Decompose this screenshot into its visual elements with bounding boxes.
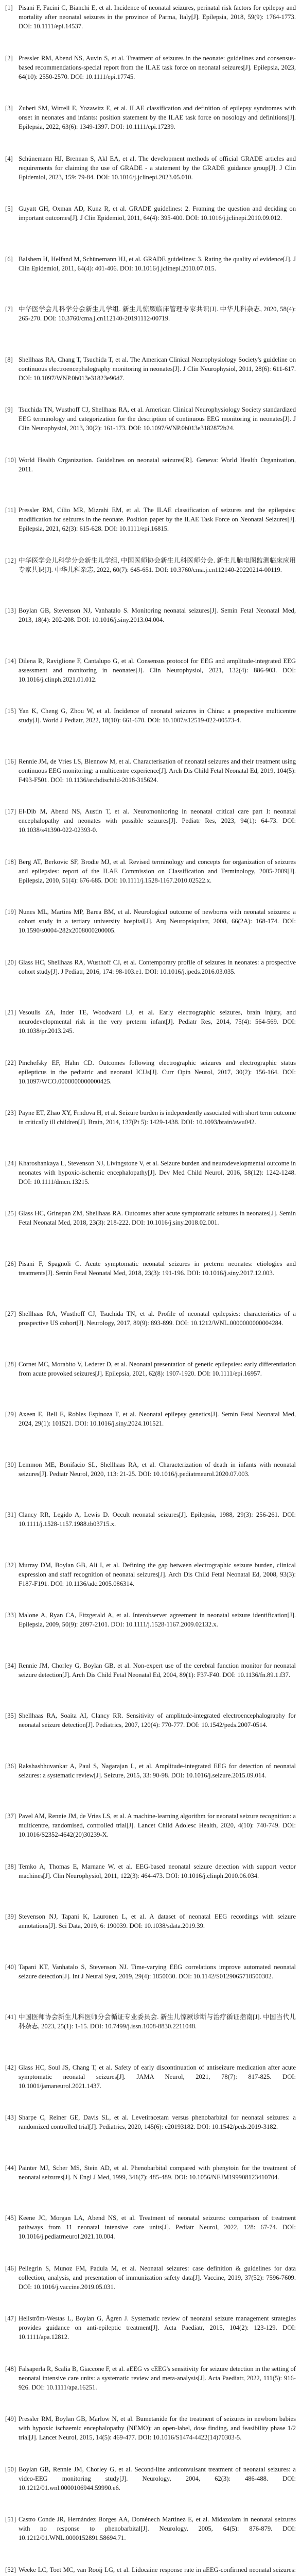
reference-number: [9]	[5, 406, 13, 413]
reference-text: Pressler RM, Boylan GB, Marlow N, et al. Bumetanide for the treatment of seizures in newborn babies with hypoxic ischaemic encephalopathy (NEMO): an open-label, dose finding, and feasibility phase 1/2 trial[J]. Lancet Neurol, 2015, 14(5): 469-477. DOI: 10.1016/S1474-4422(14)70303-5.	[19, 2415, 296, 2441]
reference-item	[5, 1460, 296, 1511]
reference-number: [51]	[5, 2516, 16, 2523]
reference-text: Temko A, Thomas E, Marnane W, et al. EEG-based neonatal seizure detection with support vector machines[J]. Clin Neurophysiol, 2011, 122(3): 464-473. DOI: 10.1016/j.clinph.2010.06.034.	[19, 1862, 296, 1879]
reference-item	[5, 2414, 296, 2465]
reference-text: Shellhaas RA, Wusthoff CJ, Tsuchida TN, et al. Profile of neonatal epilepsies: characteristics of a prospective US cohort[J]. Neurology, 2017, 89(9): 893-899. DOI: 10.1212/WNL.0000000000004284.	[19, 1310, 296, 1327]
reference-text: Zuberi SM, Wirrell E, Yozawitz E, et al. ILAE classification and definition of epilepsy syndromes with onset in neonates and infants: position statement by the ILAE task force on nosology and definitions[J]. Epilepsia, 2022, 63(6): 1349-1397. DOI: 10.1111/epi.17239.	[19, 105, 296, 130]
reference-number: [33]	[5, 1612, 16, 1619]
reference-item	[5, 3, 296, 54]
reference-item	[5, 1510, 296, 1561]
reference-item	[5, 1811, 296, 1862]
reference-item	[5, 505, 296, 556]
reference-text: Boylan GB, Stevenson NJ, Vanhatalo S. Monitoring neonatal seizures[J]. Semin Fetal Neonatal Med, 2013, 18(4): 202-208. DOI: 10.1016/j.siny.2013.04.004.	[19, 607, 296, 623]
reference-number: [38]	[5, 1862, 16, 1870]
reference-text: Rakshasbhuvankar A, Paul S, Nagarajan L, et al. Amplitude-integrated EEG for detection of neonatal seizures: a systematic review[J]. Seizure, 2015, 33: 90-98. DOI: 10.1016/j.seizure.2015.09.014.	[19, 1762, 296, 1779]
reference-item	[5, 857, 296, 908]
reference-item	[5, 2163, 296, 2214]
reference-text: Falsaperla R, Scalia B, Giaccone F, et al. aEEG vs cEEG's sensitivity for seizure detection in the setting of neonatal intensive care units: a systematic review and meta-analysis[J]. Acta Paediatr, 2022, 111(5): 916-926. DOI: 10.1111/apa.16251.	[19, 2365, 296, 2391]
reference-number: [48]	[5, 2365, 16, 2372]
reference-number: [14]	[5, 657, 16, 665]
reference-item	[5, 2063, 296, 2113]
reference-item	[5, 154, 296, 205]
reference-item	[5, 907, 296, 958]
reference-number: [28]	[5, 1360, 16, 1368]
reference-number: [27]	[5, 1310, 16, 1317]
reference-number: [22]	[5, 1059, 16, 1066]
reference-text: Pisani F, Facini C, Bianchi E, et al. Incidence of neonatal seizures, perinatal risk factors for epilepsy and mortality after neonatal seizures in the province of Parma, Italy[J]. Epilepsia, 2018, 59(9): 1764-1773. DOI: 10.1111/epi.14537.	[19, 4, 296, 30]
reference-text: Painter MJ, Scher MS, Stein AD, et al. Phenobarbital compared with phenytoin for the treatment of neonatal seizures[J]. N Engl J Med, 1999, 341(7): 485-489. DOI: 10.1056/NEJM199908123410704.	[19, 2164, 296, 2181]
reference-item	[5, 1912, 296, 1962]
reference-text: Keene JC, Morgan LA, Abend NS, et al. Treatment of neonatal seizures: comparison of treatment pathways from 11 neonatal intensive care units[J]. Pediatr Neurol, 2022, 128: 67-74. DOI: 10.1016/j.pediatrneurol.2021.10.004.	[19, 2214, 296, 2240]
reference-text: Glass HC, Grinspan ZM, Shellhaas RA. Outcomes after acute symptomatic seizures in neonates[J]. Semin Fetal Neonatal Med, 2018, 23(3): 218-222. DOI: 10.1016/j.siny.2018.02.001.	[19, 1210, 296, 1226]
reference-text: 中华医学会儿科学分会新生儿学组. 新生儿惊厥临床管理专家共识[J]. 中华儿科杂志, 2020, 58(4): 265-270. DOI: 10.3760/cma.j.cn112140-20191112-00719.	[19, 306, 296, 322]
reference-item	[5, 656, 296, 707]
reference-number: [4]	[5, 155, 13, 162]
reference-number: [18]	[5, 858, 16, 866]
reference-text: Clancy RR, Legido A, Lewis D. Occult neonatal seizures[J]. Epilepsia, 1988, 29(3): 256-261. DOI: 10.1111/j.1528-1157.1988.tb03715.x.	[19, 1511, 296, 1528]
reference-text: Cornet MC, Morabito V, Lederer D, et al. Neonatal presentation of genetic epilepsies: early differentiation from acute provoked seizures[J]. Epilepsia, 2021, 62(8): 1907-1920. DOI: 10.1111/epi.16957.	[19, 1360, 296, 1377]
reference-text: El-Dib M, Abend NS, Austin T, et al. Neuromonitoring in neonatal critical care part I: neonatal encephalopathy and neonates with possible seizures[J]. Pediatr Res, 2023, 94(1): 64-73. DOI: 10.1038/s41390-022-02393-0.	[19, 808, 296, 834]
reference-text: Murray DM, Boylan GB, Ali I, et al. Defining the gap between electrographic seizure burden, clinical expression and staff recognition of neonatal seizures[J]. Arch Dis Child Fetal Neonatal Ed, 2008, 93(3): F187-F191. DOI: 10.1136/adc.2005.086314.	[19, 1561, 296, 1587]
reference-list	[5, 3, 296, 2576]
reference-text: Axeen E, Bell E, Robles Espinoza T, et al. Neonatal epilepsy genetics[J]. Semin Fetal Neonatal Med, 2024, 29(1): 101521. DOI: 10.1016/j.siny.2024.101521.	[19, 1411, 296, 1427]
reference-number: [32]	[5, 1561, 16, 1569]
reference-item	[5, 1962, 296, 2013]
reference-text: Glass HC, Shellhaas RA, Wusthoff CJ, et al. Contemporary profile of seizures in neonates: a prospective cohort study[J]. J Pediatr, 2016, 174: 98-103.e1. DOI: 10.1016/j.jpeds.2016.03.035.	[19, 958, 296, 975]
reference-number: [21]	[5, 1009, 16, 1016]
reference-text: Guyatt GH, Oxman AD, Kunz R, et al. GRADE guidelines: 2. Framing the question and deciding on important outcomes[J]. J Clin Epidemiol, 2011, 64(4): 395-400. DOI: 10.1016/j.jclinepi.2010.09.012.	[19, 205, 296, 222]
reference-text: Hellström-Westas L, Boylan G, Ågren J. Systematic review of neonatal seizure management strategies provides guidance on anti-epileptic treatment[J]. Acta Paediatr, 2015, 104(2): 123-129. DOI: 10.1111/apa.12812.	[19, 2315, 296, 2341]
reference-text: 中国医师协会新生儿科医师分会循证专业委员会. 新生儿惊厥诊断与治疗循证指南[J]. 中国当代儿科杂志, 2023, 25(1): 1-15. DOI: 10.7499/j.issn.1008-8830.2211048.	[19, 2013, 296, 2030]
reference-number: [2]	[5, 54, 13, 62]
reference-item	[5, 1561, 296, 1611]
reference-text: Yan K, Cheng G, Zhou W, et al. Incidence of neonatal seizures in China: a prospective multicentre study[J]. World J Pediatr, 2022, 18(10): 661-670. DOI: 10.1007/s12519-022-00573-4.	[19, 707, 296, 724]
reference-text: Pinchefsky EF, Hahn CD. Outcomes following electrographic seizures and electrographic status epilepticus in the pediatric and neonatal ICUs[J]. Curr Opin Neurol, 2017, 30(2): 156-164. DOI: 10.1097/WCO.0000000000000425.	[19, 1059, 296, 1085]
reference-text: Pavel AM, Rennie JM, de Vries LS, et al. A machine-learning algorithm for neonatal seizure recognition: a multicentre, randomised, controlled trial[J]. Lancet Child Adolesc Health, 2020, 4(10): 740-749. DOI: 10.1016/S2352-4642(20)30239-X.	[19, 1812, 296, 1838]
reference-item	[5, 255, 296, 305]
reference-item	[5, 1108, 296, 1159]
reference-item	[5, 556, 296, 606]
reference-number: [19]	[5, 908, 16, 916]
reference-item	[5, 1058, 296, 1109]
reference-item	[5, 54, 296, 104]
reference-text: Sharpe C, Reiner GE, Davis SL, et al. Levetiracetam versus phenobarbital for neonatal seizures: a randomized controlled trial[J]. Pediatrics, 2020, 145(6): e20193182. DOI: 10.1542/peds.2019-3182.	[19, 2114, 296, 2130]
reference-item	[5, 2314, 296, 2364]
reference-number: [30]	[5, 1461, 16, 1468]
reference-number: [39]	[5, 1913, 16, 1920]
reference-number: [26]	[5, 1260, 16, 1267]
reference-item	[5, 304, 296, 355]
reference-number: [1]	[5, 4, 13, 11]
reference-number: [5]	[5, 205, 13, 212]
reference-item	[5, 807, 296, 857]
reference-number: [40]	[5, 1963, 16, 1971]
reference-text: Nunes ML, Martins MP, Barea BM, et al. Neurological outcome of newborns with neonatal seizures: a cohort study in a tertiary university hospital[J]. Arq Neuropsiquiatr, 2008, 66(2A): 168-174. DOI: 10.1590/s0004-282x2008000200005.	[19, 908, 296, 934]
reference-item	[5, 2213, 296, 2264]
reference-number: [35]	[5, 1712, 16, 1719]
reference-number: [29]	[5, 1411, 16, 1418]
reference-text: Rennie JM, de Vries LS, Blennow M, et al. Characterisation of neonatal seizures and their treatment using continuous EEG monitoring: a multicentre experience[J]. Arch Dis Child Fetal Neonatal Ed, 2019, 104(5): F493-F501. DOI: 10.1136/archdischild-2018-315624.	[19, 757, 296, 784]
reference-text: 中华医学会儿科学分会新生儿学组, 中国医师协会新生儿科医师分会. 新生儿脑电图监测临床应用专家共识[J]. 中华儿科杂志, 2022, 60(7): 645-651. DOI: 10.3760/cma.j.cn112140-20220214-00119.	[19, 556, 296, 573]
reference-item	[5, 1159, 296, 1209]
reference-item	[5, 757, 296, 807]
reference-item	[5, 1661, 296, 1711]
reference-number: [8]	[5, 355, 13, 363]
reference-number: [49]	[5, 2415, 16, 2422]
reference-number: [37]	[5, 1812, 16, 1820]
reference-text: Pressler RM, Abend NS, Auvin S, et al. Treatment of seizures in the neonate: guidelines and consensus-based recommendations-special report from the ILAE task force on neonatal seizures[J]. Epilepsia, 2023, 64(10): 2550-2570. DOI: 10.1111/epi.17745.	[19, 54, 296, 80]
reference-item	[5, 1761, 296, 1812]
reference-text: Pressler RM, Cilio MR, Mizrahi EM, et al. The ILAE classification of seizures and the epilepsies: modification for seizures in the neonate. Position paper by the ILAE Task Force on Neonatal Seizures[J]. Epilepsia, 2021, 62(3): 615-628. DOI: 10.1111/epi.16815.	[19, 506, 296, 532]
reference-item	[5, 1611, 296, 1661]
reference-number: [36]	[5, 1762, 16, 1770]
reference-item	[5, 958, 296, 1008]
reference-text: Boylan GB, Rennie JM, Chorley G, et al. Second-line anticonvulsant treatment of neonatal seizures: a video-EEG monitoring study[J]. Neurology, 2004, 62(3): 486-488. DOI: 10.1212/01.wnl.0000106944.59990.e6.	[19, 2465, 296, 2492]
reference-number: [52]	[5, 2566, 16, 2573]
reference-number: [13]	[5, 607, 16, 614]
reference-number: [10]	[5, 456, 16, 464]
reference-text: Vesoulis ZA, Inder TE, Woodward LJ, et al. Early electrographic seizures, brain injury, and neurodevelopmental risk in the very preterm infant[J]. Pediatr Res, 2014, 75(4): 564-569. DOI: 10.1038/pr.2013.245.	[19, 1009, 296, 1035]
reference-number: [6]	[5, 255, 13, 263]
reference-text: Kharoshankaya L, Stevenson NJ, Livingstone V, et al. Seizure burden and neurodevelopmental outcome in neonates with hypoxic-ischemic encephalopathy[J]. Dev Med Child Neurol, 2016, 58(12): 1242-1248. DOI: 10.1111/dmcn.13215.	[19, 1159, 296, 1185]
reference-text: Weeke LC, Toet MC, van Rooij LG, et al. Lidocaine response rate in aEEG-confirmed neonatal seizures:	[19, 2566, 296, 2573]
reference-number: [16]	[5, 757, 16, 765]
reference-text: Glass HC, Soul JS, Chang T, et al. Safety of early discontinuation of antiseizure medication after acute symptomatic neonatal seizures[J]. JAMA Neurol, 2021, 78(7): 817-825. DOI: 10.1001/jamaneurol.2021.1437.	[19, 2063, 296, 2090]
reference-text: Balshem H, Helfand M, Schünemann HJ, et al. GRADE guidelines: 3. Rating the quality of evidence[J]. J Clin Epidemiol, 2011, 64(4): 401-406. DOI: 10.1016/j.jclinepi.2010.07.015.	[19, 255, 296, 272]
reference-number: [3]	[5, 105, 13, 112]
reference-text: Payne ET, Zhao XY, Frndova H, et al. Seizure burden is independently associated with short term outcome in critically ill children[J]. Brain, 2014, 137(Pt 5): 1429-1438. DOI: 10.1093/brain/awu042.	[19, 1109, 296, 1126]
reference-number: [17]	[5, 808, 16, 815]
reference-text: Malone A, Ryan CA, Fitzgerald A, et al. Interobserver agreement in neonatal seizure identification[J]. Epilepsia, 2009, 50(9): 2097-2101. DOI: 10.1111/j.1528-1167.2009.02132.x.	[19, 1612, 296, 1628]
reference-text: Castro Conde JR, Hernández Borges AA, Doménech Martínez E, et al. Midazolam in neonatal seizures with no response to phenobarbital[J]. Neurology, 2005, 64(5): 876-879. DOI: 10.1212/01.WNL.0000152891.58694.71.	[19, 2516, 296, 2541]
reference-text: Stevenson NJ, Tapani K, Lauronen L, et al. A dataset of neonatal EEG recordings with seizure annotations[J]. Sci Data, 2019, 6: 190039. DOI: 10.1038/sdata.2019.39.	[19, 1913, 296, 1929]
reference-item	[5, 1309, 296, 1360]
reference-item	[5, 104, 296, 154]
reference-text: Berg AT, Berkovic SF, Brodie MJ, et al. Revised terminology and concepts for organization of seizures and epilepsies: report of the ILAE Commission on Classification and Terminology, 2005-2009[J]. Epilepsia, 2010, 51(4): 676-685. DOI: 10.1111/j.1528-1167.2010.02522.x.	[19, 858, 296, 884]
reference-item	[5, 405, 296, 455]
reference-item	[5, 1259, 296, 1310]
reference-item	[5, 1862, 296, 1912]
reference-number: [50]	[5, 2465, 16, 2473]
reference-number: [31]	[5, 1511, 16, 1518]
reference-number: [45]	[5, 2214, 16, 2222]
reference-number: [15]	[5, 707, 16, 715]
reference-text: Shellhaas RA, Soaita AI, Clancy RR. Sensitivity of amplitude-integrated electroencephalography for neonatal seizure detection[J]. Pediatrics, 2007, 120(4): 770-777. DOI: 10.1542/peds.2007-0514.	[19, 1712, 296, 1728]
reference-number: [20]	[5, 958, 16, 966]
reference-item	[5, 2515, 296, 2565]
reference-item	[5, 1209, 296, 1259]
reference-number: [25]	[5, 1210, 16, 1217]
reference-number: [34]	[5, 1662, 16, 1669]
reference-number: [41]	[5, 2013, 16, 2021]
reference-text: Pisani F, Spagnoli C. Acute symptomatic neonatal seizures in preterm neonates: etiologies and treatments[J]. Semin Fetal Neonatal Med, 2018, 23(3): 191-196. DOI: 10.1016/j.siny.2017.12.003.	[19, 1260, 296, 1277]
reference-item	[5, 355, 296, 405]
reference-item	[5, 2364, 296, 2415]
reference-item	[5, 2113, 296, 2163]
reference-number: [44]	[5, 2164, 16, 2172]
reference-number: [12]	[5, 556, 16, 564]
reference-number: [23]	[5, 1109, 16, 1116]
reference-number: [43]	[5, 2114, 16, 2121]
reference-number: [7]	[5, 306, 13, 313]
reference-text: Tsuchida TN, Wusthoff CJ, Shellhaas RA, et al. American Clinical Neurophysiology Society standardized EEG terminology and categorization for the description of continuous EEG monitoring in neonates[J]. J Clin Neurophysiol, 2013, 30(2): 161-173. DOI: 10.1097/WNP.0b013e3182872b24.	[19, 406, 296, 432]
reference-item	[5, 1410, 296, 1460]
reference-item	[5, 204, 296, 255]
reference-item	[5, 1711, 296, 1761]
reference-number: [11]	[5, 506, 16, 514]
reference-item	[5, 1360, 296, 1410]
reference-number: [42]	[5, 2063, 16, 2071]
reference-number: [46]	[5, 2264, 16, 2272]
reference-item	[5, 455, 296, 506]
reference-text: Rennie JM, Chorley G, Boylan GB, et al. Non-expert use of the cerebral function monitor for neonatal seizure detection[J]. Arch Dis Child Fetal Neonatal Ed, 2004, 89(1): F37-F40. DOI: 10.1136/fn.89.1.f37.	[19, 1662, 296, 1679]
reference-text: Dilena R, Raviglione F, Cantalupo G, et al. Consensus protocol for EEG and amplitude-integrated EEG assessment and monitoring in neonates[J]. Clin Neurophysiol, 2021, 132(4): 886-903. DOI: 10.1016/j.clinph.2021.01.012.	[19, 657, 296, 683]
reference-text: Pellegrin S, Munoz FM, Padula M, et al. Neonatal seizures: case definition & guidelines for data collection, analysis, and presentation of immunization safety data[J]. Vaccine, 2019, 37(52): 7596-7609. DOI: 10.1016/j.vaccine.2019.05.031.	[19, 2264, 296, 2291]
reference-item	[5, 2012, 296, 2063]
reference-number: [24]	[5, 1159, 16, 1167]
reference-text: Shellhaas RA, Chang T, Tsuchida T, et al. The American Clinical Neurophysiology Society's guideline on continuous electroencephalography monitoring in neonates[J]. J Clin Neurophysiol, 2011, 28(6): 611-617. DOI: 10.1097/WNP.0b013e31823e96d7.	[19, 355, 296, 382]
reference-number: [47]	[5, 2315, 16, 2322]
reference-item	[5, 2565, 296, 2576]
reference-text: Tapani KT, Vanhatalo S, Stevenson NJ. Time-varying EEG correlations improve automated neonatal seizure detection[J]. Int J Neural Syst, 2019, 29(4): 1850030. DOI: 10.1142/S0129065718500302.	[19, 1963, 296, 1980]
reference-item	[5, 706, 296, 757]
reference-item	[5, 2264, 296, 2314]
reference-item	[5, 1008, 296, 1058]
reference-text: World Health Organization. Guidelines on neonatal seizures[R]. Geneva: World Health Organization, 2011.	[19, 456, 296, 473]
reference-item	[5, 606, 296, 656]
reference-text: Lemmon ME, Bonifacio SL, Shellhaas RA, et al. Characterization of death in infants with neonatal seizures[J]. Pediatr Neurol, 2020, 113: 21-25. DOI: 10.1016/j.pediatrneurol.2020.07.003.	[19, 1461, 296, 1478]
reference-text: Schünemann HJ, Brennan S, Akl EA, et al. The development methods of official GRADE articles and requirements for claiming the use of GRADE - a statement by the GRADE guidance group[J]. J Clin Epidemiol, 2023, 159: 79-84. DOI: 10.1016/j.jclinepi.2023.05.010.	[19, 155, 296, 181]
reference-item	[5, 2465, 296, 2515]
